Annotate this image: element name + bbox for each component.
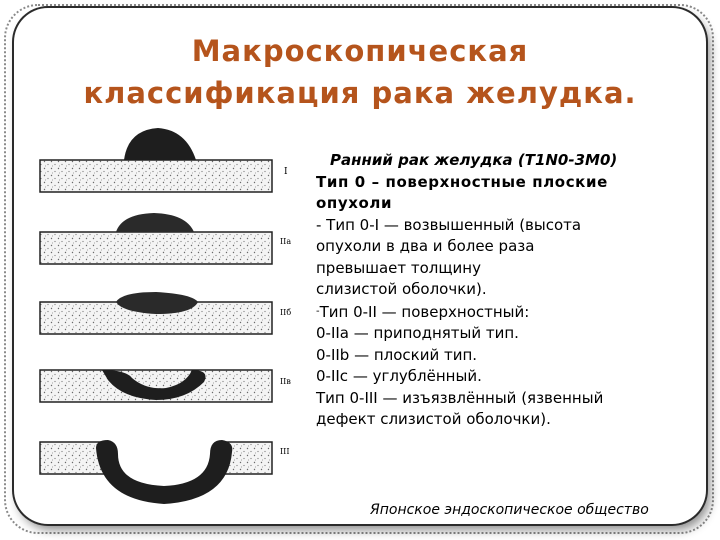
tumor-iia <box>116 213 194 232</box>
type0-heading-line-1: Тип 0 – поверхностные плоские <box>316 172 608 191</box>
mucosa-layer-i <box>40 160 272 192</box>
diagram-label-i: I <box>284 167 288 177</box>
diagram-type-iia <box>40 213 291 264</box>
title-line-1: Макроскопическая <box>191 34 529 68</box>
diagram-type-iib <box>40 292 291 334</box>
subtype-line: дефект слизистой оболочки). <box>316 410 551 428</box>
text-line: - Тип 0-I — возвышенный (высота <box>316 215 582 234</box>
type2-bullet: - <box>316 305 320 317</box>
source-footer: Японское эндоскопическое общество <box>370 502 649 518</box>
diagram-type-i <box>40 128 288 192</box>
diagram-label-iib: IIб <box>280 308 292 317</box>
tumor-types-diagram <box>36 118 296 518</box>
type0-heading-line-2: опухоли <box>316 194 393 212</box>
early-cancer-heading: Ранний рак желудка (T1N0-3M0) <box>330 151 618 169</box>
diagram-label-iii: III <box>280 447 290 456</box>
subtype-line: 0-IIb — плоский тип. <box>316 345 478 364</box>
text-line: опухоли в два и более раза <box>316 237 535 255</box>
diagram-type-iii <box>40 438 289 504</box>
slide-title <box>30 30 690 114</box>
text-line: превышает толщину <box>316 258 481 277</box>
text-line: слизистой оболочки). <box>316 280 487 298</box>
subtype-line: Тип 0-III — изъязвлённый (язвенный <box>316 388 604 407</box>
mucosa-layer-iia <box>40 232 272 264</box>
diagram-label-iic: IIв <box>280 377 291 386</box>
tumor-i <box>124 128 196 160</box>
subtype-line: 0-IIa — приподнятый тип. <box>316 324 519 342</box>
classification-text <box>316 150 696 431</box>
subtype-line: 0-IIc — углублённый. <box>316 367 482 385</box>
title-line-2: классификация рака желудка. <box>83 76 637 110</box>
diagram-type-iic <box>40 370 291 402</box>
type2-line <box>316 301 696 324</box>
type2-text: Тип 0-II — поверхностный: <box>319 302 530 321</box>
diagram-label-iia: IIa <box>280 237 292 246</box>
